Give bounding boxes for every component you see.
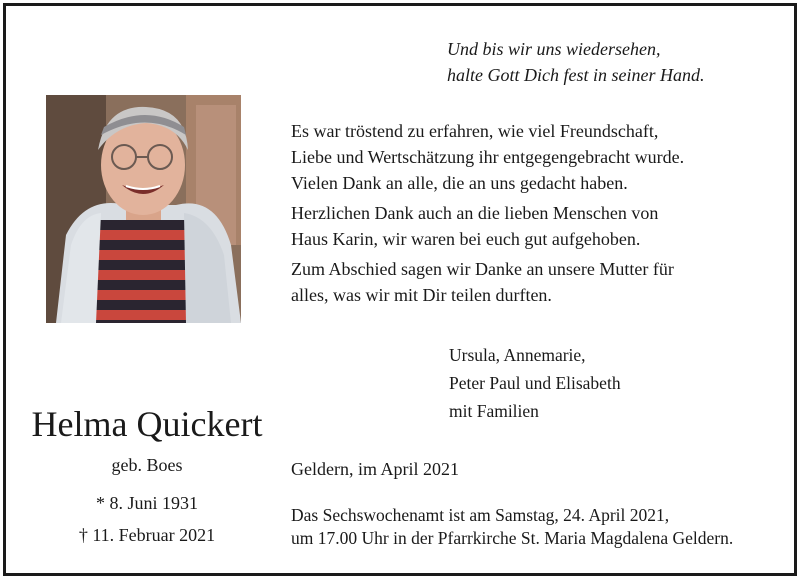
notice-line: um 17.00 Uhr in der Pfarrkirche St. Maria Magdalena Geldern. — [291, 528, 734, 548]
thanks-paragraph — [291, 118, 684, 196]
memorial-quote — [447, 36, 704, 88]
paragraph-line: Es war tröstend zu erfahren, wie viel Freundschaft, — [291, 121, 659, 141]
paragraph-line: Liebe und Wertschätzung ihr entgegengebracht wurde. — [291, 147, 685, 167]
death-date: † 11. Februar 2021 — [78, 525, 216, 545]
farewell-paragraph — [291, 256, 674, 308]
paragraph-line: Herzlichen Dank auch an die lieben Menschen von — [291, 203, 659, 223]
paragraph-line: Zum Abschied sagen wir Danke an unsere Mutter für — [291, 259, 674, 279]
paragraph-line: alles, was wir mit Dir teilen durften. — [291, 285, 552, 305]
signer-line: Ursula, Annemarie, — [449, 345, 586, 365]
care-home-thanks-paragraph — [291, 200, 658, 252]
birth-name: geb. Boes — [111, 455, 183, 475]
notice-line: Das Sechswochenamt ist am Samstag, 24. April 2021, — [291, 505, 670, 525]
place-and-date: Geldern, im April 2021 — [291, 459, 459, 479]
quote-line: Und bis wir uns wiedersehen, — [447, 39, 661, 59]
deceased-name: Helma Quickert — [31, 404, 263, 444]
family-signature — [449, 341, 621, 425]
quote-line: halte Gott Dich fest in seiner Hand. — [447, 65, 705, 85]
signer-line: Peter Paul und Elisabeth — [449, 373, 621, 393]
paragraph-line: Haus Karin, wir waren bei euch gut aufgehoben. — [291, 229, 641, 249]
birth-date: * 8. Juni 1931 — [95, 493, 198, 513]
paragraph-line: Vielen Dank an alle, die an uns gedacht haben. — [291, 173, 628, 193]
portrait-photo — [46, 95, 241, 323]
mass-notice — [291, 504, 733, 550]
signer-line: mit Familien — [449, 401, 539, 421]
